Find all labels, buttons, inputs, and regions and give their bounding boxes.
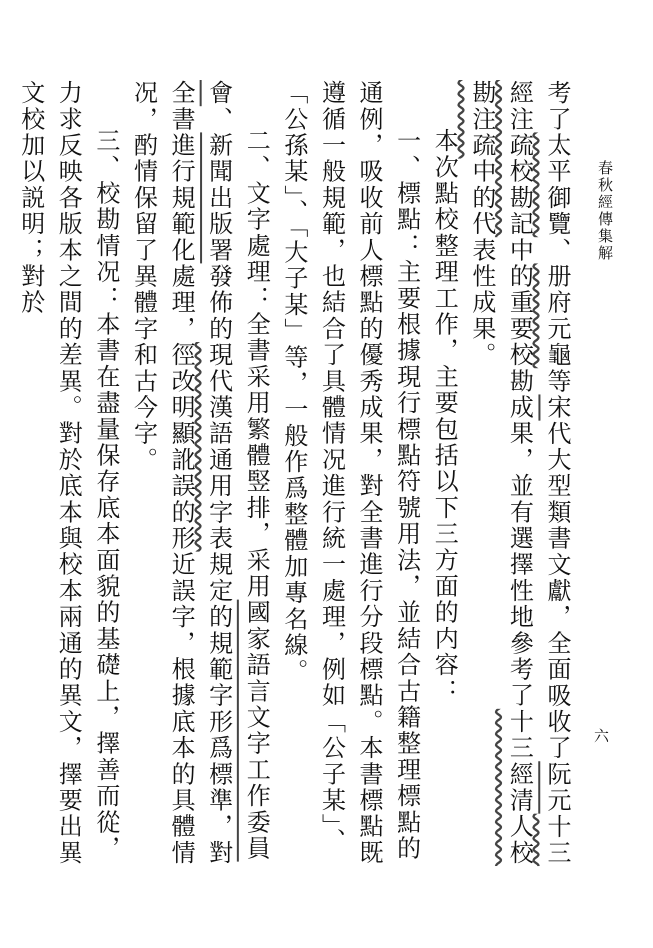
paragraph-4 [124,80,274,870]
book-title-mark: 太平御覽 [543,132,571,238]
text-segment: 、 [543,237,571,264]
running-title: 春秋經傳集解 [596,160,614,262]
proper-name-mark: 宋 [543,394,571,421]
text-segment: 中的重要校勘成果，並有選擇性地參考了 [505,237,534,709]
main-text [16,80,575,870]
proper-name-mark: 國家語言文字工作委員會 [204,80,271,862]
paragraph-3: 一、標點：主要根據現行標點符號用法，並結合古籍整理標點的通例，吸收前人標點的優秀成果，對全書進行分段標點。本書標點既遵循一般規範，也結合了具體情况進行統一處理，例如「公子某」、「公孫某」、「大子某」等，一般作爲整體加專名線。 [279,80,421,866]
page-number: 六 [592,728,610,743]
text-segment: 規定的規範字形爲標準，對全書進行規範化處理，徑改明顯訛誤的形近誤字，根據底本的具體情况，酌情保留了異體字和古今字。 [129,80,233,867]
text-segment: 發佈的 [204,263,233,343]
paragraph-1 [462,80,575,870]
book-title-mark: 十三經注疏校勘記 [505,80,571,867]
paragraph-2: 本次點校整理工作，主要包括以下三方面的内容： [430,128,459,705]
text-segment: 等 [543,368,571,395]
paragraph-5: 三、校勘情况：本書在盡量保存底本面貌的基礎上，擇善而從，力求反映各版本之間的差異。對於底本與校本兩通的異文，擇要出異文校加以説明；對於 [16,80,120,866]
proper-name-mark: 新聞出版署 [204,132,233,264]
book-title-mark: 十三經清人校勘注疏 [467,80,534,867]
book-title-mark: 現代漢語通用字表 [204,342,233,552]
text-segment: 中的代表性成果。 [467,158,496,369]
text-segment: 、 [204,106,233,133]
text-segment: 考了 [543,80,571,133]
text-segment: 代大型類書文獻，全面吸收了 [543,420,571,762]
proper-name-mark: 阮元 [543,761,571,814]
book-title-mark: 册府元龜 [543,263,571,369]
text-segment: 二、文字處理：全書采用繁體竪排，采用 [242,128,271,600]
